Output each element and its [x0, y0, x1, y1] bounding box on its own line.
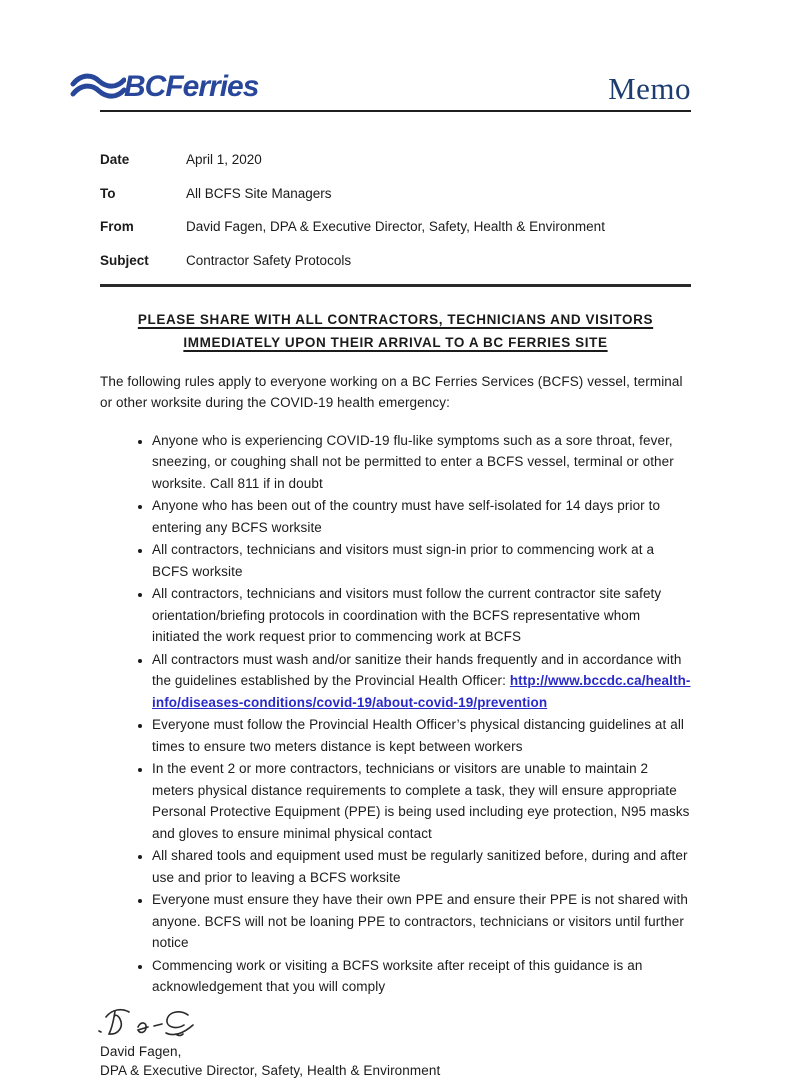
meta-value-to: All BCFS Site Managers	[186, 185, 332, 201]
meta-label: From	[100, 219, 134, 235]
meta-fields	[100, 150, 691, 270]
rule-item: • Anyone who is experiencing COVID-19 flu-like symptoms such as a sore throat, fever, sneezing, or coughing shall not be permitted to enter a BCFS vessel, terminal or other worksite. Call 811 if in doubt	[152, 430, 691, 495]
wave-icon	[70, 70, 126, 104]
rule-item: • In the event 2 or more contractors, technicians or visitors are unable to maintain 2 meters physical distance requirements to complete a task, they will ensure appropriate Personal Protective Equipment (PPE) is being used including eye protection, N95 masks and gloves to ensure minimal physical contact	[152, 758, 691, 844]
bcferries-logo	[70, 70, 258, 104]
rule-item: • All contractors, technicians and visitors must sign-in prior to commencing work at a BCFS worksite	[152, 539, 691, 582]
notice-heading-line1: PLEASE SHARE WITH ALL CONTRACTORS, TECHNICIANS AND VISITORS	[137, 312, 654, 328]
signature-block	[100, 1004, 691, 1080]
meta-value-subject: Contractor Safety Protocols	[186, 252, 352, 268]
memo-header	[70, 70, 691, 104]
header-divider	[100, 110, 691, 112]
meta-value-date: April 1, 2020	[186, 152, 262, 167]
rule-item: • Everyone must ensure they have their own PPE and ensure their PPE is not shared with anyone. BCFS will not be loaning PPE to contractors, technicians or visitors until further notice	[152, 889, 691, 954]
signature-image	[96, 1004, 226, 1042]
rule-item: • All contractors, technicians and visitors must follow the current contractor site safety orientation/briefing protocols in coordination with the BCFS representative whom initiated the work request prior to commencing work at BCFS	[152, 583, 691, 648]
rule-item: • All contractors must wash and/or sanitize their hands frequently and in accordance with the guidelines established by the Provincial Health Officer: http://www.bccdc.ca/health-info/diseases-conditions/covid-19/about-covid-19/prevention	[152, 649, 691, 714]
meta-divider	[100, 284, 691, 287]
memo-title: Memo	[608, 71, 691, 106]
notice-heading-line2: IMMEDIATELY UPON THEIR ARRIVAL TO A BC FERRIES SITE	[183, 334, 608, 350]
meta-row-date	[100, 150, 691, 170]
meta-row-subject	[100, 251, 691, 271]
notice-heading	[100, 309, 691, 354]
rule-item: • Anyone who has been out of the country must have self-isolated for 14 days prior to entering any BCFS worksite	[152, 495, 691, 538]
meta-label: Subject	[100, 252, 149, 268]
signatory-title: DPA & Executive Director, Safety, Health & Environment	[100, 1062, 441, 1078]
intro-paragraph: The following rules apply to everyone working on a BC Ferries Services (BCFS) vessel, terminal or other worksite during the COVID-19 health emergency:	[100, 373, 683, 411]
meta-value-from: David Fagen, DPA & Executive Director, Safety, Health & Environment	[186, 219, 605, 235]
rules-list	[100, 430, 691, 998]
rule-item: • Everyone must follow the Provincial Health Officer’s physical distancing guidelines at all times to ensure two meters distance is kept between workers	[152, 714, 691, 757]
rule-item: • All shared tools and equipment used must be regularly sanitized before, during and after use and prior to leaving a BCFS worksite	[152, 845, 691, 888]
meta-label: Date	[100, 152, 130, 167]
rule-item: • Commencing work or visiting a BCFS worksite after receipt of this guidance is an acknowledgement that you will comply	[152, 955, 691, 998]
health-officer-guidelines-link[interactable]: http://www.bccdc.ca/health-info/diseases-conditions/covid-19/about-covid-19/prevention	[152, 673, 691, 710]
meta-row-from	[100, 217, 691, 237]
meta-label: To	[100, 185, 116, 201]
logo-text: BCFerries	[124, 70, 259, 103]
meta-row-to	[100, 184, 691, 204]
signatory-name: David Fagen,	[100, 1043, 182, 1059]
